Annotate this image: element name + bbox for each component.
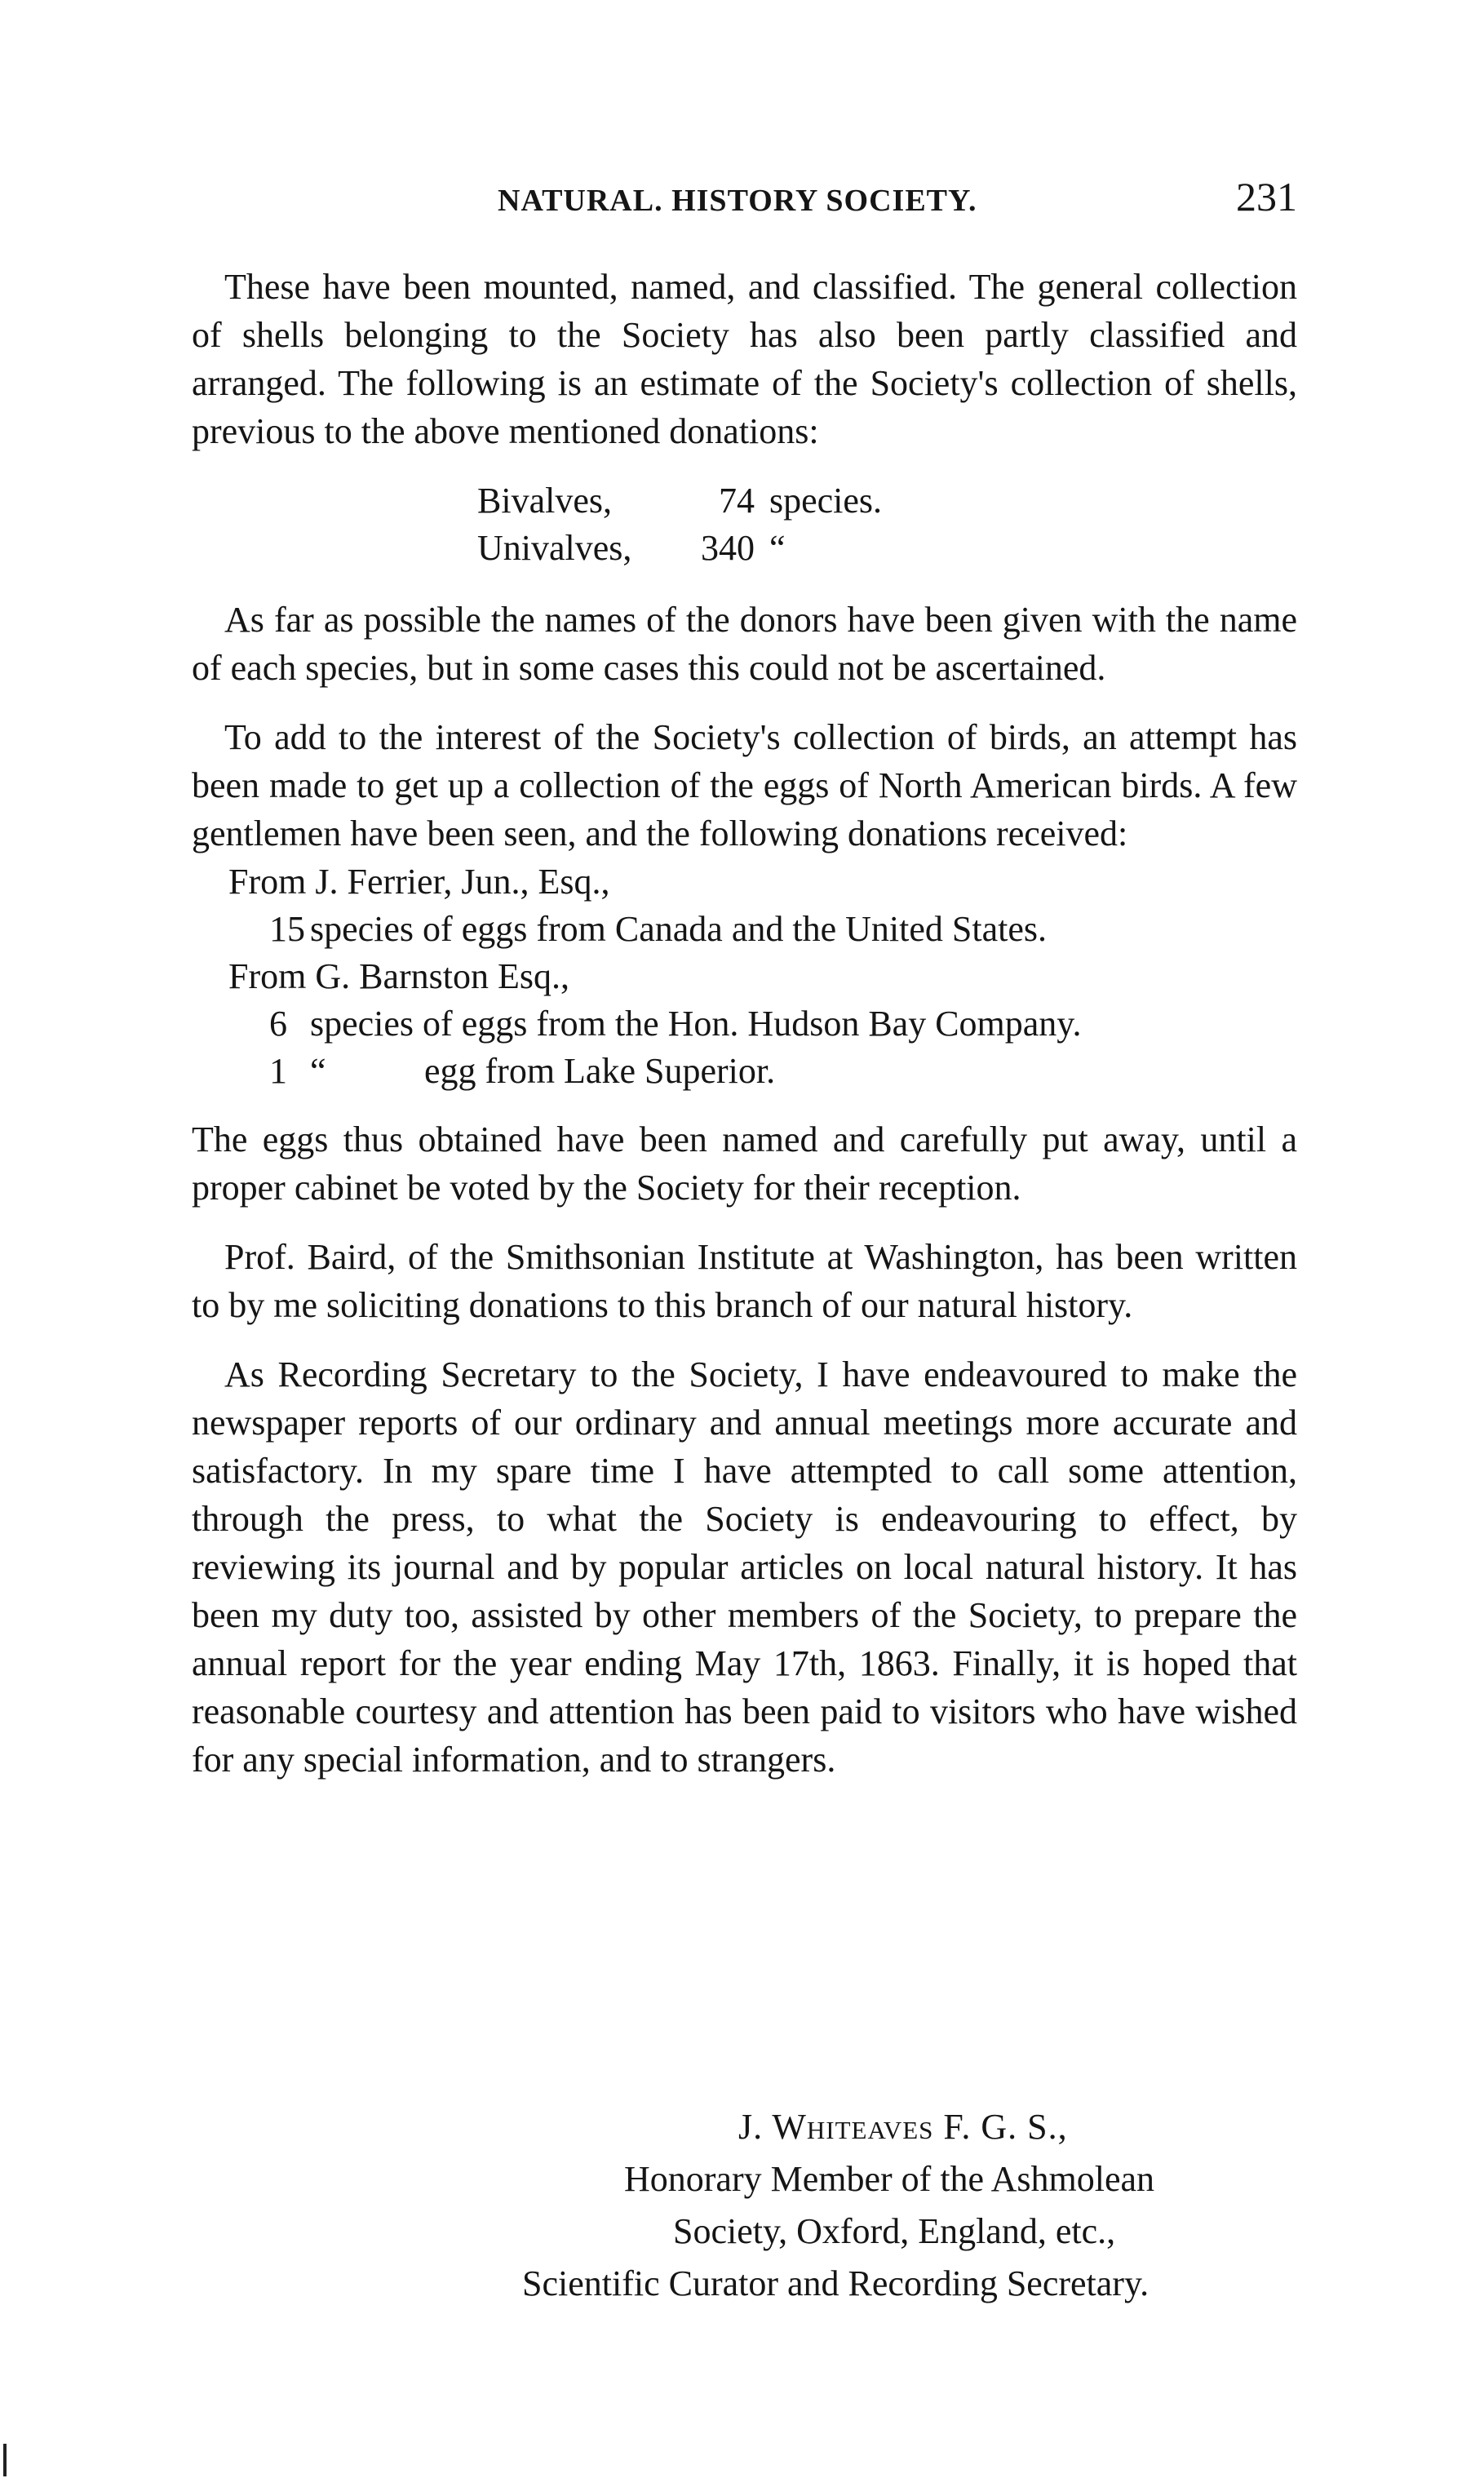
tally-unit: “ (769, 528, 786, 568)
page-number: 231 (1236, 174, 1297, 219)
paragraph-donor-names: As far as possible the names of the donors have been given with the name of each species, but in some cases this could not be ascertained. (192, 600, 1297, 688)
donation-item (269, 905, 1297, 952)
signatory-title-line: Scientific Curator and Recording Secretary. (522, 2263, 1150, 2303)
body-text (192, 263, 1297, 1805)
tally-label: Univalves, (477, 528, 632, 568)
paragraph-eggs-stored: The eggs thus obtained have been named and carefully put away, until a proper cabinet be voted by the Society for their reception. (192, 1119, 1297, 1208)
tally-count: 74 (719, 481, 755, 521)
donation-desc: egg from Lake Superior. (424, 1051, 776, 1091)
paragraph-shells-classified: These have been mounted, named, and classified. The general collection of shells belonging to the Society has also been partly classified and arranged. The following is an estimate of the Society's collection of shells, previous to the above mentioned donations: (192, 267, 1297, 451)
donation-desc: from the Hon. Hudson Bay Company. (536, 1004, 1082, 1044)
signatory-name (192, 2101, 1297, 2153)
donor-ferrier: From J. Ferrier, Jun., Esq., (228, 862, 610, 902)
donation-unit: species of eggs (310, 909, 528, 949)
donation-count: 1 (269, 1051, 287, 1091)
paragraph-prof-baird: Prof. Baird, of the Smithsonian Institute at Washington, has been written to by me soliciting donations to this branch of our natural history. (192, 1237, 1297, 1325)
running-head: NATURAL. HISTORY SOCIETY. (498, 184, 977, 218)
page-header (204, 174, 1297, 227)
donation-unit: species of eggs (310, 1004, 528, 1044)
tally-row-univalves (192, 524, 1297, 571)
donor-barnston: From G. Barnston Esq., (228, 956, 569, 996)
signature-block (192, 2101, 1297, 2310)
donation-unit: “ (310, 1051, 326, 1091)
tally-row-bivalves (192, 477, 1297, 524)
scan-margin-mark (3, 2444, 7, 2476)
paragraph-bird-eggs: To add to the interest of the Society's collection of birds, an attempt has been made to get up a collection of the eggs of North American birds. A few gentlemen have been seen, and the following donations received: (192, 717, 1297, 853)
signatory-title-line: Society, Oxford, England, etc., (673, 2211, 1116, 2251)
signatory-name-text: J. Whiteaves F. G. S., (738, 2107, 1068, 2147)
donation-desc: from Canada and the United States. (536, 909, 1047, 949)
donation-item (269, 1047, 1297, 1094)
paragraph-recording-secretary: As Recording Secretary to the Society, I have endeavoured to make the newspaper reports of our ordinary and annual meetings more accurate and satisfactory. In my spare time I have attempted to call some attention, through the press, to what the Society is endeavouring to effect, by reviewing its journal and by popular articles on local natural history. It has been my duty too, assisted by other members of the Society, to prepare the annual report for the year ending May 17th, 1863. Finally, it is hoped that reasonable courtesy and attention has been paid to visitors who have wished for any special information, and to strangers. (192, 1354, 1297, 1780)
tally-count: 340 (701, 528, 755, 568)
donation-count: 15 (269, 909, 305, 949)
tally-label: Bivalves, (477, 481, 612, 521)
donation-count: 6 (269, 1004, 287, 1044)
donation-item (269, 1000, 1297, 1047)
shell-tally (192, 477, 1297, 571)
signatory-title-line: Honorary Member of the Ashmolean (624, 2159, 1155, 2199)
tally-unit: species. (769, 481, 883, 521)
